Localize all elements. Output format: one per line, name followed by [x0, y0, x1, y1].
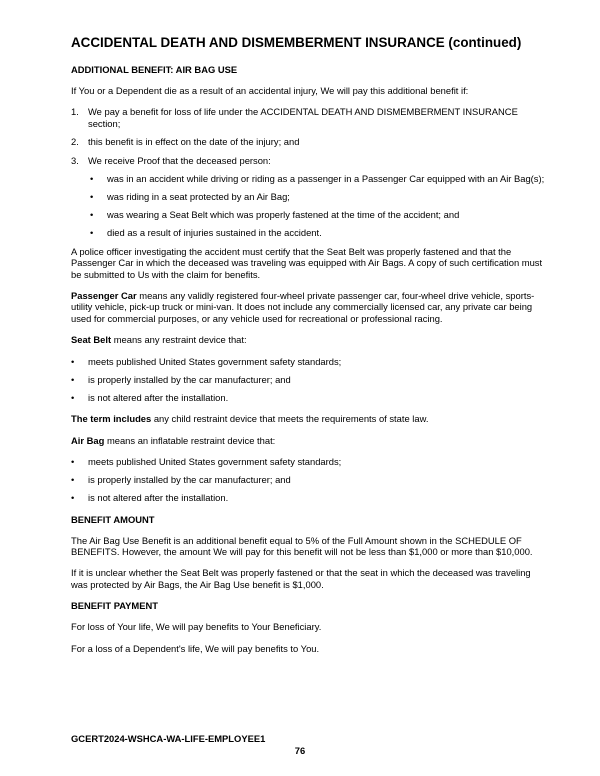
air-bag-requirement: • is not altered after the installation.	[71, 492, 549, 503]
seat-belt-term: Seat Belt	[71, 334, 112, 346]
benefit-payment-your-life: For loss of Your life, We will pay benefits to Your Beneficiary.	[71, 621, 322, 633]
benefit-amount-paragraph: The Air Bag Use Benefit is an additional benefit equal to 5% of the Full Amount shown in the SCHEDULE OF BENEFITS. However, the amount We will pay for this benefit will not be less than $1,000 or more than $10,000.	[71, 534, 533, 557]
conditions-list	[71, 106, 549, 238]
condition-text: We pay a benefit for loss of life under the ACCIDENTAL DEATH AND DISMEMBERMENT INSURANCE section;	[88, 106, 518, 129]
deceased-condition-item: • died as a result of injuries sustained in the accident.	[90, 227, 549, 238]
condition-number: 1.	[71, 106, 79, 118]
condition-number: 2.	[71, 136, 79, 148]
air-bag-text: means an inflatable restraint device that:	[104, 434, 276, 446]
page-title: ACCIDENTAL DEATH AND DISMEMBERMENT INSURANCE (continued)	[71, 35, 522, 50]
air-bag-term: Air Bag	[71, 434, 105, 446]
condition-text: this benefit is in effect on the date of the injury; and	[88, 136, 300, 148]
document-code: GCERT2024-WSHCA-WA-LIFE-EMPLOYEE1	[71, 733, 266, 744]
deceased-condition-item: • was wearing a Seat Belt which was properly fastened at the time of the accident; and	[90, 209, 549, 220]
air-bag-definition	[71, 435, 549, 446]
seat-belt-definition	[71, 334, 549, 345]
seat-belt-requirement: • is properly installed by the car manufacturer; and	[71, 374, 549, 385]
condition-text: We receive Proof that the deceased person:	[88, 154, 271, 166]
section-heading-air-bag-use: ADDITIONAL BENEFIT: AIR BAG USE	[71, 64, 238, 75]
seat-belt-requirement: • is not altered after the installation.	[71, 392, 549, 403]
condition-number: 3.	[71, 154, 79, 166]
seat-belt-requirement: • meets published United States government safety standards;	[71, 356, 549, 367]
seat-belt-text: means any restraint device that:	[111, 334, 247, 346]
term-includes-term: The term includes	[71, 413, 152, 425]
condition-item	[71, 136, 549, 147]
intro-paragraph: If You or a Dependent die as a result of an accidental injury, We will pay this additional benefit if:	[71, 85, 469, 96]
benefit-amount-heading: BENEFIT AMOUNT	[71, 513, 155, 525]
benefit-amount-unclear-paragraph: If it is unclear whether the Seat Belt was properly fastened or that the seat in which the deceased was traveling was protected by Air Bags, the Air Bag Use benefit is $1,000.	[71, 567, 531, 590]
condition-item	[71, 106, 549, 129]
document-page	[71, 34, 549, 664]
benefit-payment-dependent-life: For a loss of a Dependent's life, We will pay benefits to You.	[71, 642, 320, 654]
passenger-car-definition	[71, 290, 549, 324]
page-number: 76	[294, 745, 306, 756]
benefit-payment-heading: BENEFIT PAYMENT	[71, 600, 158, 612]
term-includes-text: any child restraint device that meets the requirements of state law.	[151, 413, 429, 425]
condition-item	[71, 155, 549, 239]
deceased-condition-item: • was in an accident while driving or riding as a passenger in a Passenger Car equipped with an Air Bag(s);	[90, 173, 549, 184]
air-bag-requirement: • is properly installed by the car manufacturer; and	[71, 474, 549, 485]
term-includes-paragraph	[71, 413, 549, 424]
deceased-conditions-list	[88, 173, 549, 239]
air-bag-requirement: • meets published United States government safety standards;	[71, 456, 549, 467]
passenger-car-text: means any validly registered four-wheel private passenger car, four-wheel drive vehicle, sports-utility vehicle, pick-up truck or mini-van. It does not include any commercially licensed car, any private car being used for commercial purposes, or any vehicle used for recreational or professional racing.	[71, 289, 535, 324]
passenger-car-term: Passenger Car	[71, 289, 137, 301]
deceased-condition-item: • was riding in a seat protected by an Air Bag;	[90, 191, 549, 202]
police-certification-paragraph: A police officer investigating the accident must certify that the Seat Belt was properly fastened and that the Passenger Car in which the deceased was traveling was equipped with Air Bags. A copy of such certification must be submitted to Us with the claim for benefits.	[71, 245, 543, 280]
air-bag-requirements-list	[71, 456, 549, 504]
seat-belt-requirements-list	[71, 356, 549, 404]
